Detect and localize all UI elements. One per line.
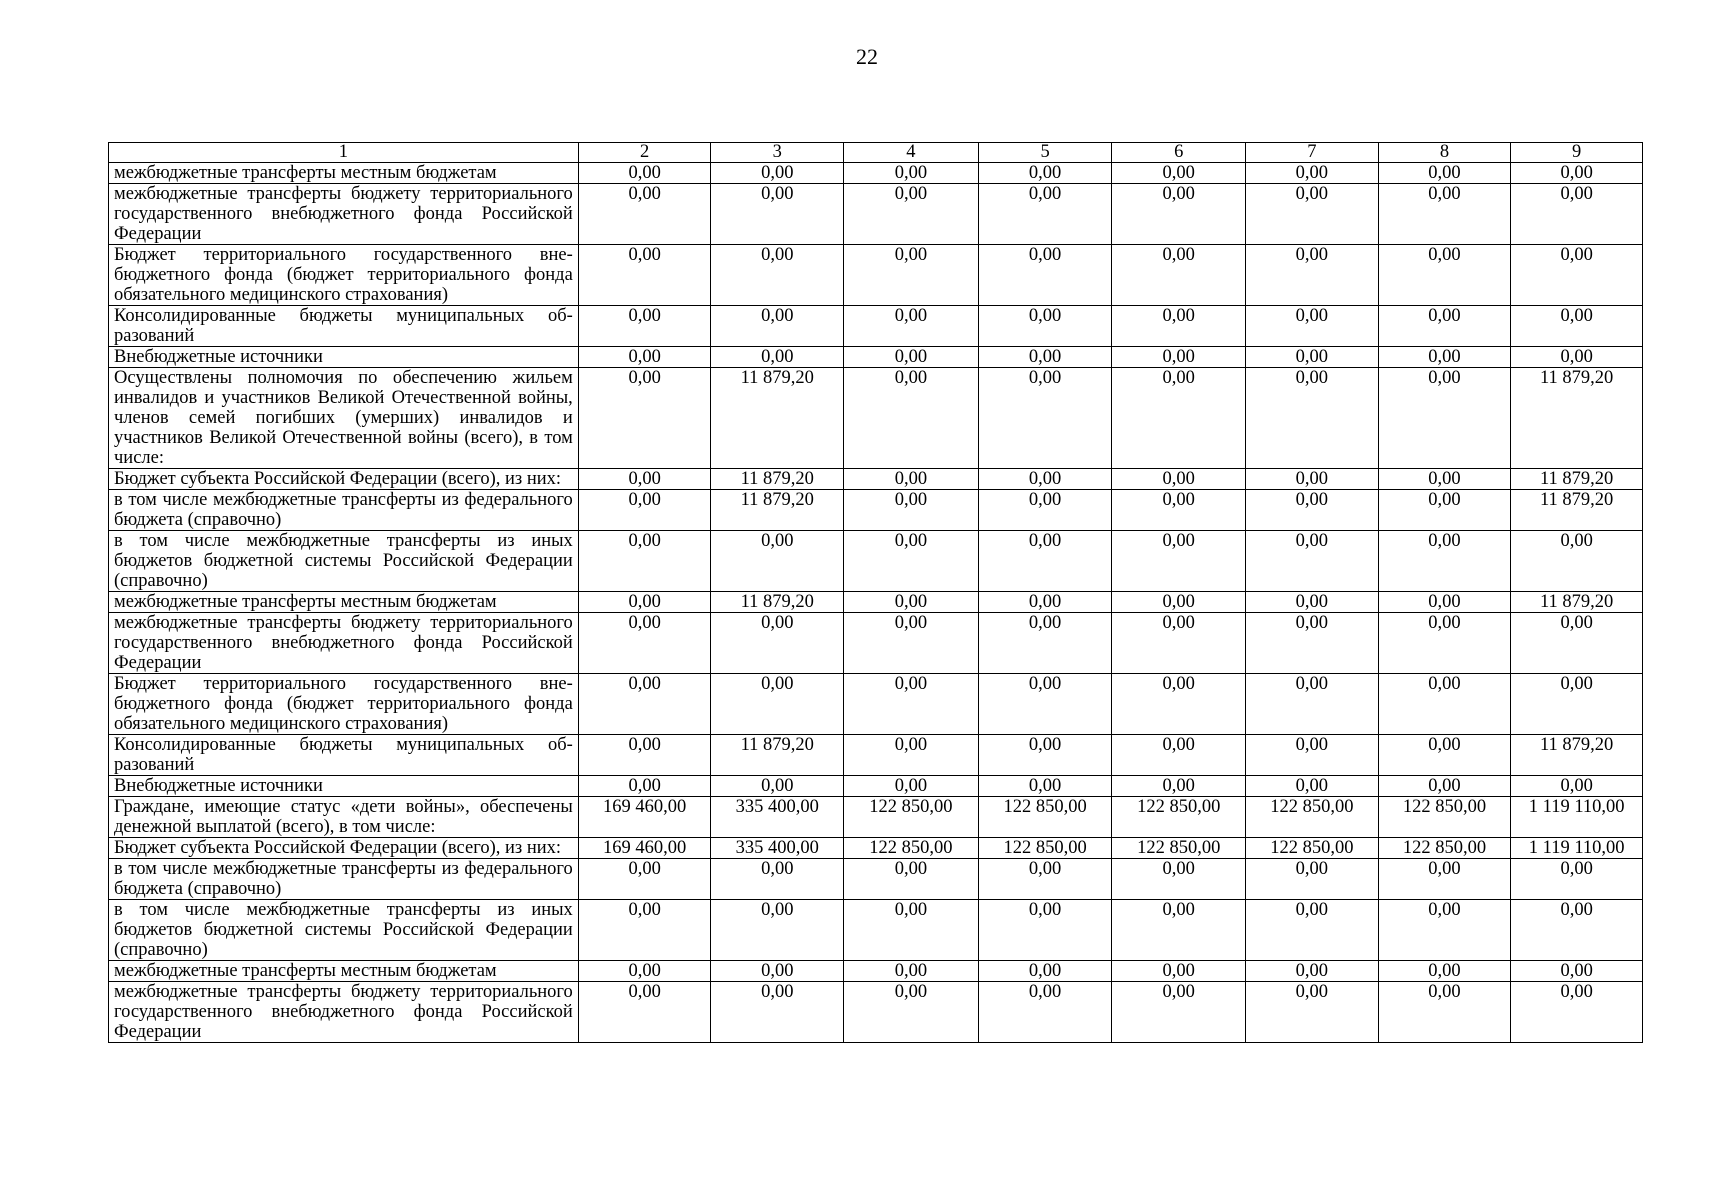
value-cell-col-7: 122 850,00 [1246,838,1379,859]
value-cell-col-4: 0,00 [844,531,979,592]
table-row [109,245,1643,306]
value-cell-col-6: 0,00 [1112,469,1246,490]
value-cell-col-3: 0,00 [711,613,844,674]
value-cell-col-4: 0,00 [844,776,979,797]
budget-table [108,142,1643,1043]
value-cell-col-4: 0,00 [844,347,979,368]
row-label: межбюджетные трансферты бюджету территориального государственного внебюджетного фонда Российской Федерации [109,613,579,674]
table-row [109,838,1643,859]
value-cell-col-8: 0,00 [1378,961,1511,982]
value-cell-col-3: 11 879,20 [711,368,844,469]
value-cell-col-8: 0,00 [1378,900,1511,961]
column-number-6: 6 [1112,143,1246,163]
value-cell-col-8: 0,00 [1378,245,1511,306]
value-cell-col-6: 0,00 [1112,347,1246,368]
row-label: межбюджетные трансферты бюджету территориального государственного внебюджетного фонда Российской Федерации [109,982,579,1043]
value-cell-col-3: 335 400,00 [711,797,844,838]
value-cell-col-6: 122 850,00 [1112,838,1246,859]
value-cell-col-5: 0,00 [978,306,1112,347]
value-cell-col-4: 122 850,00 [844,838,979,859]
value-cell-col-9: 0,00 [1511,531,1643,592]
value-cell-col-4: 0,00 [844,961,979,982]
value-cell-col-6: 0,00 [1112,961,1246,982]
table-row [109,347,1643,368]
row-label: межбюджетные трансферты бюджету территориального государственного внебюджетного фонда Российской Федерации [109,184,579,245]
row-label: в том числе межбюджетные трансферты из федерального бюджета (справочно) [109,859,579,900]
value-cell-col-2: 0,00 [578,613,711,674]
table-row [109,859,1643,900]
column-number-5: 5 [978,143,1112,163]
value-cell-col-6: 0,00 [1112,859,1246,900]
table-row [109,368,1643,469]
value-cell-col-7: 0,00 [1246,469,1379,490]
table-row [109,776,1643,797]
value-cell-col-6: 0,00 [1112,613,1246,674]
table-row [109,797,1643,838]
value-cell-col-9: 0,00 [1511,900,1643,961]
value-cell-col-4: 0,00 [844,490,979,531]
column-number-9: 9 [1511,143,1643,163]
value-cell-col-4: 0,00 [844,735,979,776]
value-cell-col-9: 0,00 [1511,163,1643,184]
value-cell-col-3: 11 879,20 [711,490,844,531]
table-row [109,592,1643,613]
value-cell-col-9: 11 879,20 [1511,735,1643,776]
row-label: Бюджет субъекта Российской Федерации (всего), из них: [109,469,579,490]
value-cell-col-5: 0,00 [978,735,1112,776]
value-cell-col-3: 0,00 [711,245,844,306]
value-cell-col-9: 11 879,20 [1511,469,1643,490]
row-label: Консолидированные бюджеты муниципальных образований [109,306,579,347]
value-cell-col-8: 0,00 [1378,184,1511,245]
value-cell-col-6: 0,00 [1112,163,1246,184]
value-cell-col-8: 0,00 [1378,368,1511,469]
value-cell-col-7: 0,00 [1246,531,1379,592]
value-cell-col-3: 0,00 [711,163,844,184]
table-row [109,982,1643,1043]
value-cell-col-5: 0,00 [978,347,1112,368]
table-row [109,163,1643,184]
row-label: Бюджет субъекта Российской Федерации (всего), из них: [109,838,579,859]
table-row [109,490,1643,531]
value-cell-col-4: 0,00 [844,245,979,306]
value-cell-col-6: 0,00 [1112,184,1246,245]
value-cell-col-9: 0,00 [1511,613,1643,674]
value-cell-col-9: 1 119 110,00 [1511,797,1643,838]
value-cell-col-7: 0,00 [1246,776,1379,797]
value-cell-col-9: 11 879,20 [1511,368,1643,469]
value-cell-col-8: 0,00 [1378,613,1511,674]
table-row [109,469,1643,490]
value-cell-col-9: 11 879,20 [1511,490,1643,531]
value-cell-col-6: 0,00 [1112,982,1246,1043]
value-cell-col-3: 0,00 [711,859,844,900]
column-number-1: 1 [109,143,579,163]
row-label: Внебюджетные источники [109,347,579,368]
row-label: в том числе межбюджетные трансферты из федерального бюджета (справочно) [109,490,579,531]
table-row [109,674,1643,735]
value-cell-col-8: 0,00 [1378,490,1511,531]
value-cell-col-6: 0,00 [1112,674,1246,735]
value-cell-col-7: 0,00 [1246,163,1379,184]
value-cell-col-9: 11 879,20 [1511,592,1643,613]
row-label: Бюджет территориального государственного внебюджетного фонда (бюджет территориального фонда обязательного медицинского страхования) [109,245,579,306]
value-cell-col-2: 169 460,00 [578,838,711,859]
value-cell-col-5: 0,00 [978,900,1112,961]
value-cell-col-9: 1 119 110,00 [1511,838,1643,859]
value-cell-col-7: 0,00 [1246,490,1379,531]
value-cell-col-6: 0,00 [1112,776,1246,797]
value-cell-col-9: 0,00 [1511,245,1643,306]
value-cell-col-2: 169 460,00 [578,797,711,838]
row-label: межбюджетные трансферты местным бюджетам [109,961,579,982]
value-cell-col-6: 0,00 [1112,531,1246,592]
value-cell-col-2: 0,00 [578,859,711,900]
value-cell-col-3: 0,00 [711,776,844,797]
column-number-3: 3 [711,143,844,163]
row-label: межбюджетные трансферты местным бюджетам [109,163,579,184]
value-cell-col-6: 122 850,00 [1112,797,1246,838]
table-row [109,306,1643,347]
table-row [109,184,1643,245]
value-cell-col-8: 0,00 [1378,592,1511,613]
value-cell-col-5: 0,00 [978,592,1112,613]
value-cell-col-2: 0,00 [578,900,711,961]
row-label: Осуществлены полномочия по обеспечению жильем инвалидов и участников Великой Отечественной войны, членов семей погибших (умерших) инвалидов и участников Великой Отечественной войны (всего), в том числе: [109,368,579,469]
value-cell-col-2: 0,00 [578,592,711,613]
value-cell-col-6: 0,00 [1112,490,1246,531]
value-cell-col-7: 0,00 [1246,961,1379,982]
value-cell-col-8: 0,00 [1378,469,1511,490]
value-cell-col-4: 0,00 [844,469,979,490]
row-label: в том числе межбюджетные трансферты из иных бюджетов бюджетной системы Российской Федерации (справочно) [109,900,579,961]
value-cell-col-6: 0,00 [1112,368,1246,469]
value-cell-col-9: 0,00 [1511,347,1643,368]
value-cell-col-4: 0,00 [844,859,979,900]
value-cell-col-4: 0,00 [844,306,979,347]
value-cell-col-3: 0,00 [711,347,844,368]
value-cell-col-4: 0,00 [844,900,979,961]
value-cell-col-2: 0,00 [578,735,711,776]
value-cell-col-7: 122 850,00 [1246,797,1379,838]
value-cell-col-2: 0,00 [578,469,711,490]
value-cell-col-7: 0,00 [1246,859,1379,900]
value-cell-col-5: 122 850,00 [978,838,1112,859]
value-cell-col-5: 0,00 [978,982,1112,1043]
table-row [109,531,1643,592]
value-cell-col-7: 0,00 [1246,613,1379,674]
value-cell-col-6: 0,00 [1112,592,1246,613]
value-cell-col-8: 0,00 [1378,859,1511,900]
value-cell-col-6: 0,00 [1112,735,1246,776]
value-cell-col-4: 0,00 [844,982,979,1043]
value-cell-col-9: 0,00 [1511,306,1643,347]
value-cell-col-3: 0,00 [711,531,844,592]
value-cell-col-2: 0,00 [578,184,711,245]
value-cell-col-3: 0,00 [711,674,844,735]
column-number-7: 7 [1246,143,1379,163]
value-cell-col-8: 0,00 [1378,674,1511,735]
value-cell-col-8: 0,00 [1378,776,1511,797]
value-cell-col-8: 122 850,00 [1378,797,1511,838]
value-cell-col-5: 0,00 [978,490,1112,531]
value-cell-col-2: 0,00 [578,163,711,184]
value-cell-col-9: 0,00 [1511,776,1643,797]
value-cell-col-3: 11 879,20 [711,592,844,613]
value-cell-col-5: 0,00 [978,613,1112,674]
value-cell-col-7: 0,00 [1246,368,1379,469]
value-cell-col-8: 0,00 [1378,306,1511,347]
value-cell-col-7: 0,00 [1246,900,1379,961]
value-cell-col-7: 0,00 [1246,245,1379,306]
value-cell-col-7: 0,00 [1246,306,1379,347]
value-cell-col-2: 0,00 [578,776,711,797]
value-cell-col-2: 0,00 [578,982,711,1043]
value-cell-col-5: 0,00 [978,245,1112,306]
column-number-row [109,143,1643,163]
value-cell-col-2: 0,00 [578,347,711,368]
value-cell-col-2: 0,00 [578,531,711,592]
value-cell-col-3: 0,00 [711,184,844,245]
value-cell-col-4: 0,00 [844,163,979,184]
value-cell-col-8: 0,00 [1378,982,1511,1043]
value-cell-col-6: 0,00 [1112,900,1246,961]
value-cell-col-5: 0,00 [978,368,1112,469]
table-row [109,613,1643,674]
value-cell-col-3: 335 400,00 [711,838,844,859]
row-label: Бюджет территориального государственного внебюджетного фонда (бюджет территориального фонда обязательного медицинского страхования) [109,674,579,735]
value-cell-col-7: 0,00 [1246,674,1379,735]
value-cell-col-2: 0,00 [578,368,711,469]
value-cell-col-2: 0,00 [578,674,711,735]
value-cell-col-2: 0,00 [578,490,711,531]
value-cell-col-9: 0,00 [1511,184,1643,245]
value-cell-col-4: 0,00 [844,184,979,245]
row-label: Граждане, имеющие статус «дети войны», обеспечены денежной выплатой (всего), в том числе: [109,797,579,838]
value-cell-col-5: 0,00 [978,674,1112,735]
row-label: межбюджетные трансферты местным бюджетам [109,592,579,613]
table-row [109,735,1643,776]
value-cell-col-7: 0,00 [1246,982,1379,1043]
value-cell-col-4: 0,00 [844,674,979,735]
value-cell-col-3: 11 879,20 [711,735,844,776]
value-cell-col-9: 0,00 [1511,859,1643,900]
value-cell-col-4: 0,00 [844,368,979,469]
value-cell-col-4: 122 850,00 [844,797,979,838]
value-cell-col-2: 0,00 [578,961,711,982]
value-cell-col-3: 11 879,20 [711,469,844,490]
value-cell-col-9: 0,00 [1511,961,1643,982]
value-cell-col-5: 0,00 [978,469,1112,490]
value-cell-col-3: 0,00 [711,961,844,982]
value-cell-col-5: 0,00 [978,961,1112,982]
value-cell-col-7: 0,00 [1246,347,1379,368]
table-row [109,900,1643,961]
value-cell-col-9: 0,00 [1511,674,1643,735]
value-cell-col-4: 0,00 [844,592,979,613]
value-cell-col-5: 122 850,00 [978,797,1112,838]
row-label: Консолидированные бюджеты муниципальных образований [109,735,579,776]
row-label: Внебюджетные источники [109,776,579,797]
value-cell-col-6: 0,00 [1112,306,1246,347]
column-number-8: 8 [1378,143,1511,163]
value-cell-col-3: 0,00 [711,306,844,347]
value-cell-col-7: 0,00 [1246,592,1379,613]
value-cell-col-3: 0,00 [711,900,844,961]
row-label: в том числе межбюджетные трансферты из иных бюджетов бюджетной системы Российской Федерации (справочно) [109,531,579,592]
table-body [109,163,1643,1043]
value-cell-col-8: 0,00 [1378,163,1511,184]
value-cell-col-5: 0,00 [978,531,1112,592]
value-cell-col-2: 0,00 [578,245,711,306]
value-cell-col-8: 0,00 [1378,735,1511,776]
value-cell-col-3: 0,00 [711,982,844,1043]
value-cell-col-4: 0,00 [844,613,979,674]
value-cell-col-8: 122 850,00 [1378,838,1511,859]
table-row [109,961,1643,982]
value-cell-col-9: 0,00 [1511,982,1643,1043]
column-number-4: 4 [844,143,979,163]
column-number-2: 2 [578,143,711,163]
value-cell-col-5: 0,00 [978,776,1112,797]
value-cell-col-8: 0,00 [1378,347,1511,368]
value-cell-col-8: 0,00 [1378,531,1511,592]
value-cell-col-6: 0,00 [1112,245,1246,306]
value-cell-col-7: 0,00 [1246,735,1379,776]
value-cell-col-2: 0,00 [578,306,711,347]
value-cell-col-5: 0,00 [978,184,1112,245]
value-cell-col-7: 0,00 [1246,184,1379,245]
page-number: 22 [856,44,878,69]
value-cell-col-5: 0,00 [978,163,1112,184]
value-cell-col-5: 0,00 [978,859,1112,900]
